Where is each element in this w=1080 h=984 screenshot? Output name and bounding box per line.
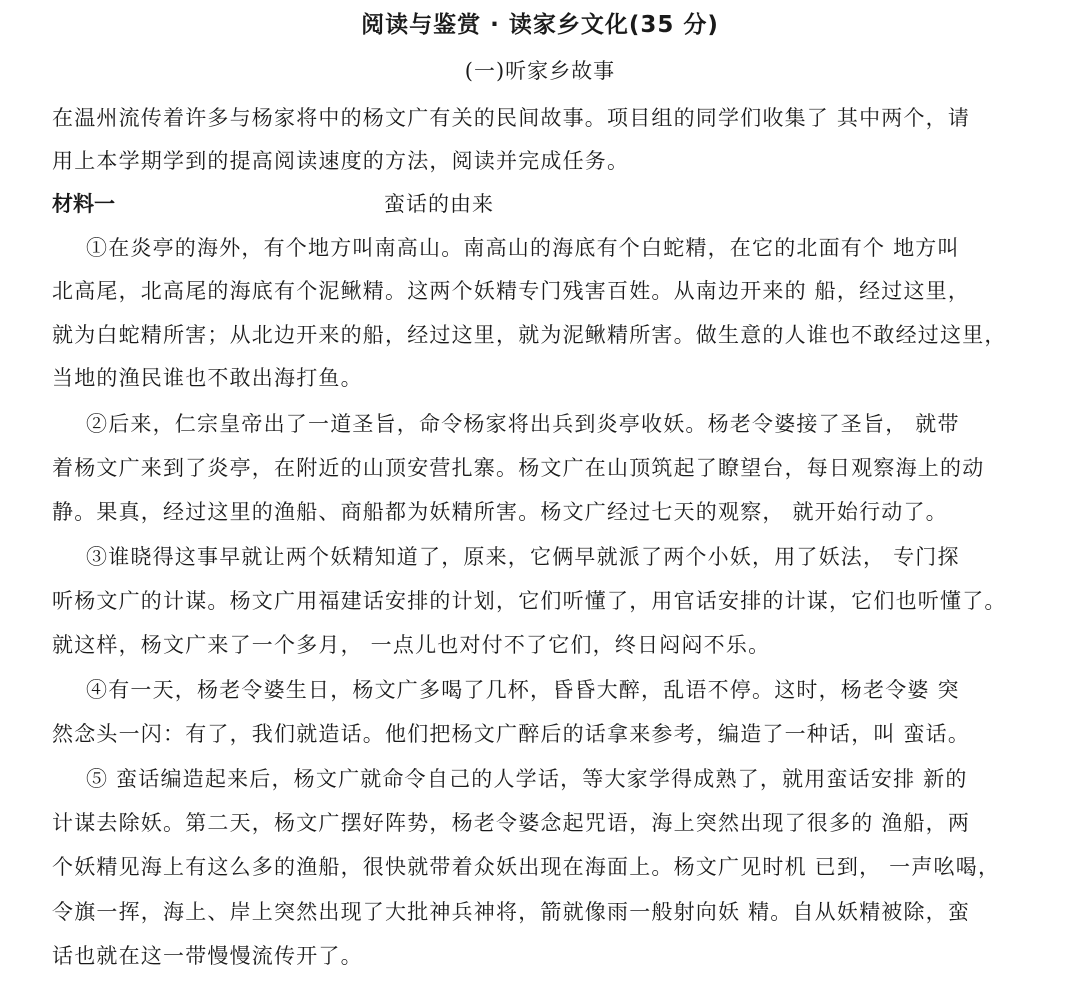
- paragraph-1-line: 北高尾，北高尾的海底有个泥鳅精。这两个妖精专门残害百姓。从南边开来的 船，经过这里，: [52, 279, 971, 303]
- paragraph-4-line: 然念头一闪：有了，我们就造话。他们把杨文广醉后的话拿来参考，编造了一种话，叫 蛮话。: [52, 722, 971, 746]
- material-label: 材料一: [52, 192, 115, 216]
- paragraph-1-line: 当地的渔民谁也不敢出海打鱼。: [52, 366, 363, 390]
- paragraph-5-line: 个妖精见海上有这么多的渔船，很快就带着众妖出现在海面上。杨文广见时机 已到， 一声吆喝，: [52, 855, 1001, 879]
- paragraph-5-line: 话也就在这一带慢慢流传开了。: [52, 944, 363, 968]
- paragraph-3-line: 就这样，杨文广来了一个多月， 一点儿也对付不了它们，终日闷闷不乐。: [52, 633, 771, 657]
- section-subtitle: (一)听家乡故事: [464, 59, 616, 83]
- paragraph-3-line: ③谁晓得这事早就让两个妖精知道了，原来，它俩早就派了两个小妖，用了妖法， 专门探: [86, 545, 960, 569]
- paragraph-2-line: 静。果真，经过这里的渔船、商船都为妖精所害。杨文广经过七天的观察， 就开始行动了。: [52, 500, 948, 524]
- paragraph-2-line: 着杨文广来到了炎亭，在附近的山顶安营扎寨。杨文广在山顶筑起了瞭望台，每日观察海上的动: [52, 456, 985, 480]
- section-title: 阅读与鉴赏 · 读家乡文化(35 分): [361, 12, 719, 38]
- story-title: 蛮话的由来: [384, 192, 494, 216]
- paragraph-5-line: 令旗一挥，海上、岸上突然出现了大批神兵神将，箭就像雨一般射向妖 精。自从妖精被除，蛮: [52, 900, 971, 924]
- paragraph-4-line: ④有一天，杨老令婆生日，杨文广多喝了几杯，昏昏大醉，乱语不停。这时，杨老令婆 突: [86, 678, 960, 702]
- paragraph-1-line: 就为白蛇精所害；从北边开来的船，经过这里，就为泥鳅精所害。做生意的人谁也不敢经过这里，: [52, 323, 1007, 347]
- intro-line: 在温州流传着许多与杨家将中的杨文广有关的民间故事。项目组的同学们收集了 其中两个，请: [52, 106, 971, 130]
- paragraph-5-line: ⑤ 蛮话编造起来后，杨文广就命令自己的人学话，等大家学得成熟了，就用蛮话安排 新的: [86, 767, 968, 791]
- paragraph-1-line: ①在炎亭的海外，有个地方叫南高山。南高山的海底有个白蛇精，在它的北面有个 地方叫: [86, 236, 960, 260]
- paragraph-3-line: 听杨文广的计谋。杨文广用福建话安排的计划，它们听懂了，用官话安排的计谋，它们也听懂了。: [52, 589, 1007, 613]
- paragraph-5-line: 计谋去除妖。第二天，杨文广摆好阵势，杨老令婆念起咒语，海上突然出现了很多的 渔船，两: [52, 811, 971, 835]
- intro-line: 用上本学期学到的提高阅读速度的方法，阅读并完成任务。: [52, 149, 630, 173]
- paragraph-2-line: ②后来，仁宗皇帝出了一道圣旨，命令杨家将出兵到炎亭收妖。杨老令婆接了圣旨， 就带: [86, 412, 960, 436]
